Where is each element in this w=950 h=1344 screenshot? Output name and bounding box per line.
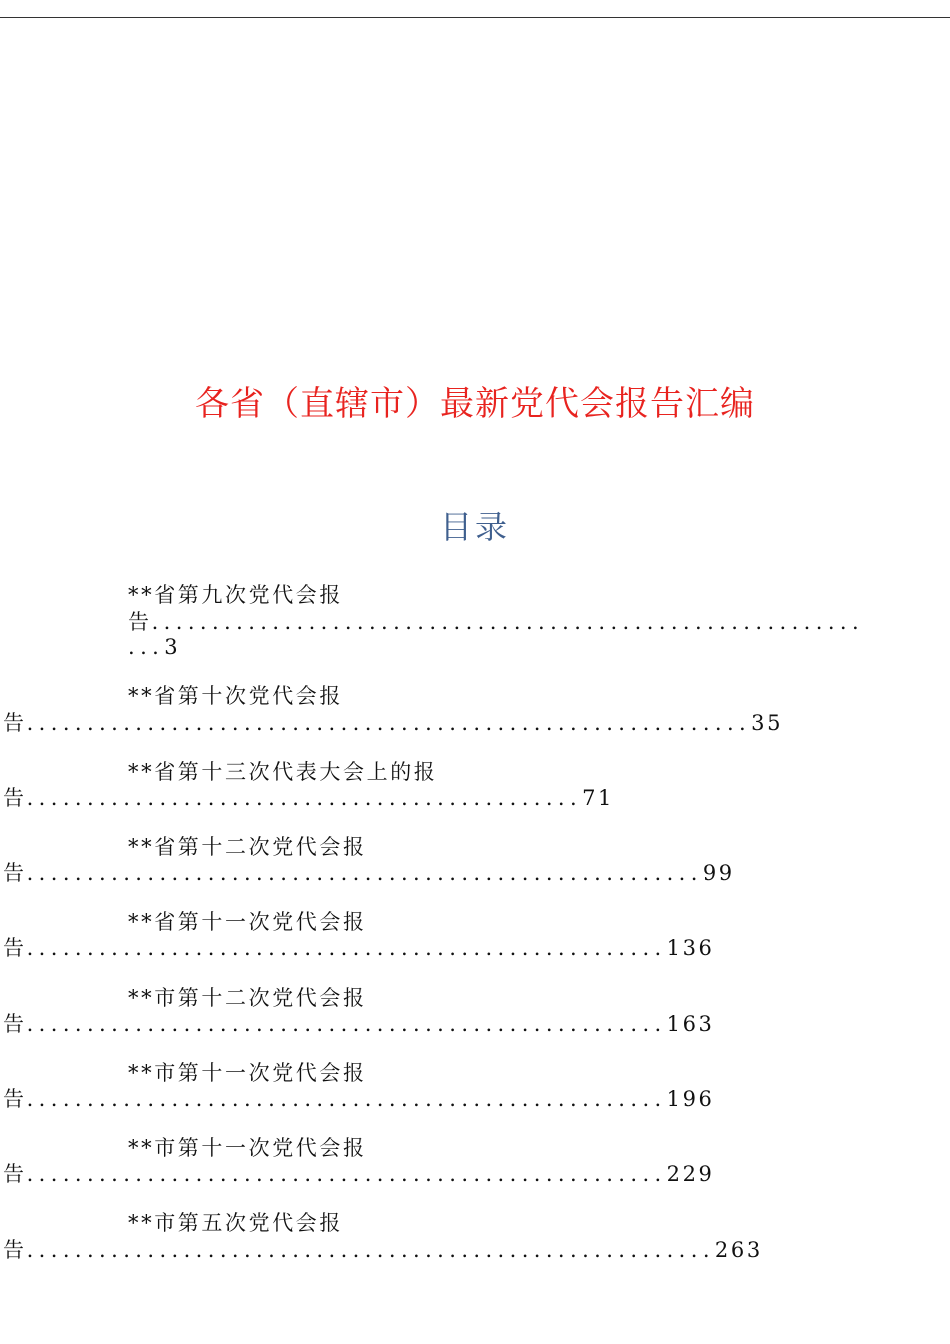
toc-dot-leader: ........................................................ — [26, 861, 703, 885]
toc-page-number: 263 — [714, 1238, 763, 1262]
toc-dot-leader: ..................................................... — [26, 936, 667, 960]
toc-heading: 目录 — [439, 508, 510, 546]
toc-entry-page-line[interactable] — [128, 634, 180, 660]
toc-entry-lead-char: 告 — [3, 1162, 27, 1186]
toc-dot-leader: ......................................................... — [26, 1238, 715, 1262]
toc-entry-lead-char: 告 — [3, 861, 27, 885]
toc-entry-leader[interactable] — [3, 1086, 715, 1112]
toc-entry-title[interactable]: **省第十一次党代会报 — [128, 910, 367, 934]
toc-entry-lead-char: 告 — [128, 610, 152, 634]
toc-entry-lead-char: 告 — [3, 1087, 27, 1111]
toc-dot-leader: ........................................................... — [151, 610, 865, 634]
toc-dot-leader: ..................................................... — [26, 1162, 667, 1186]
document-title: 各省（直辖市）最新党代会报告汇编 — [195, 384, 755, 424]
toc-entry-leader[interactable] — [3, 1237, 763, 1263]
toc-dot-leader: .............................................. — [26, 786, 583, 810]
toc-dot-leader: ............................................................ — [26, 711, 752, 735]
toc-entry-title[interactable]: **市第十二次党代会报 — [128, 986, 367, 1010]
toc-page-number: 35 — [751, 711, 784, 735]
toc-entry-leader[interactable] — [3, 710, 783, 736]
toc-page-number: 229 — [666, 1162, 715, 1186]
toc-entry-title[interactable]: **市第五次党代会报 — [128, 1211, 343, 1235]
toc-entry-leader[interactable] — [3, 935, 715, 961]
toc-page-number: 71 — [582, 786, 614, 810]
toc-entry-title[interactable]: **省第九次党代会报 — [128, 583, 343, 607]
toc-entry-lead-char: 告 — [3, 1238, 27, 1262]
toc-dot-leader: ..................................................... — [26, 1087, 667, 1111]
toc-entry-lead-char: 告 — [3, 786, 27, 810]
toc-entry-leader[interactable] — [3, 1161, 715, 1187]
toc-entry-title[interactable]: **省第十二次党代会报 — [128, 835, 367, 859]
toc-entry-lead-char: 告 — [3, 1012, 27, 1036]
toc-entry-leader[interactable] — [3, 1011, 715, 1037]
toc-entry-leader[interactable] — [3, 785, 614, 811]
toc-entry-lead-char: 告 — [3, 711, 27, 735]
toc-page-number: 163 — [666, 1012, 715, 1036]
toc-entry-lead-char: 告 — [3, 936, 27, 960]
toc-page-number: 136 — [666, 936, 715, 960]
toc-entry-title[interactable]: **市第十一次党代会报 — [128, 1061, 367, 1085]
toc-entry-leader[interactable] — [128, 609, 864, 635]
toc-entry-title[interactable]: **省第十次党代会报 — [128, 684, 343, 708]
toc-dot-leader: ..................................................... — [26, 1012, 667, 1036]
toc-dot-leader: ... — [128, 635, 165, 659]
toc-page-number: 99 — [702, 861, 735, 885]
toc-page-number: 3 — [164, 635, 181, 659]
header-rule — [0, 17, 950, 18]
toc-entry-leader[interactable] — [3, 860, 735, 886]
toc-entry-title[interactable]: **省第十三次代表大会上的报 — [128, 760, 438, 784]
toc-entry-title[interactable]: **市第十一次党代会报 — [128, 1136, 367, 1160]
toc-page-number: 196 — [666, 1087, 715, 1111]
